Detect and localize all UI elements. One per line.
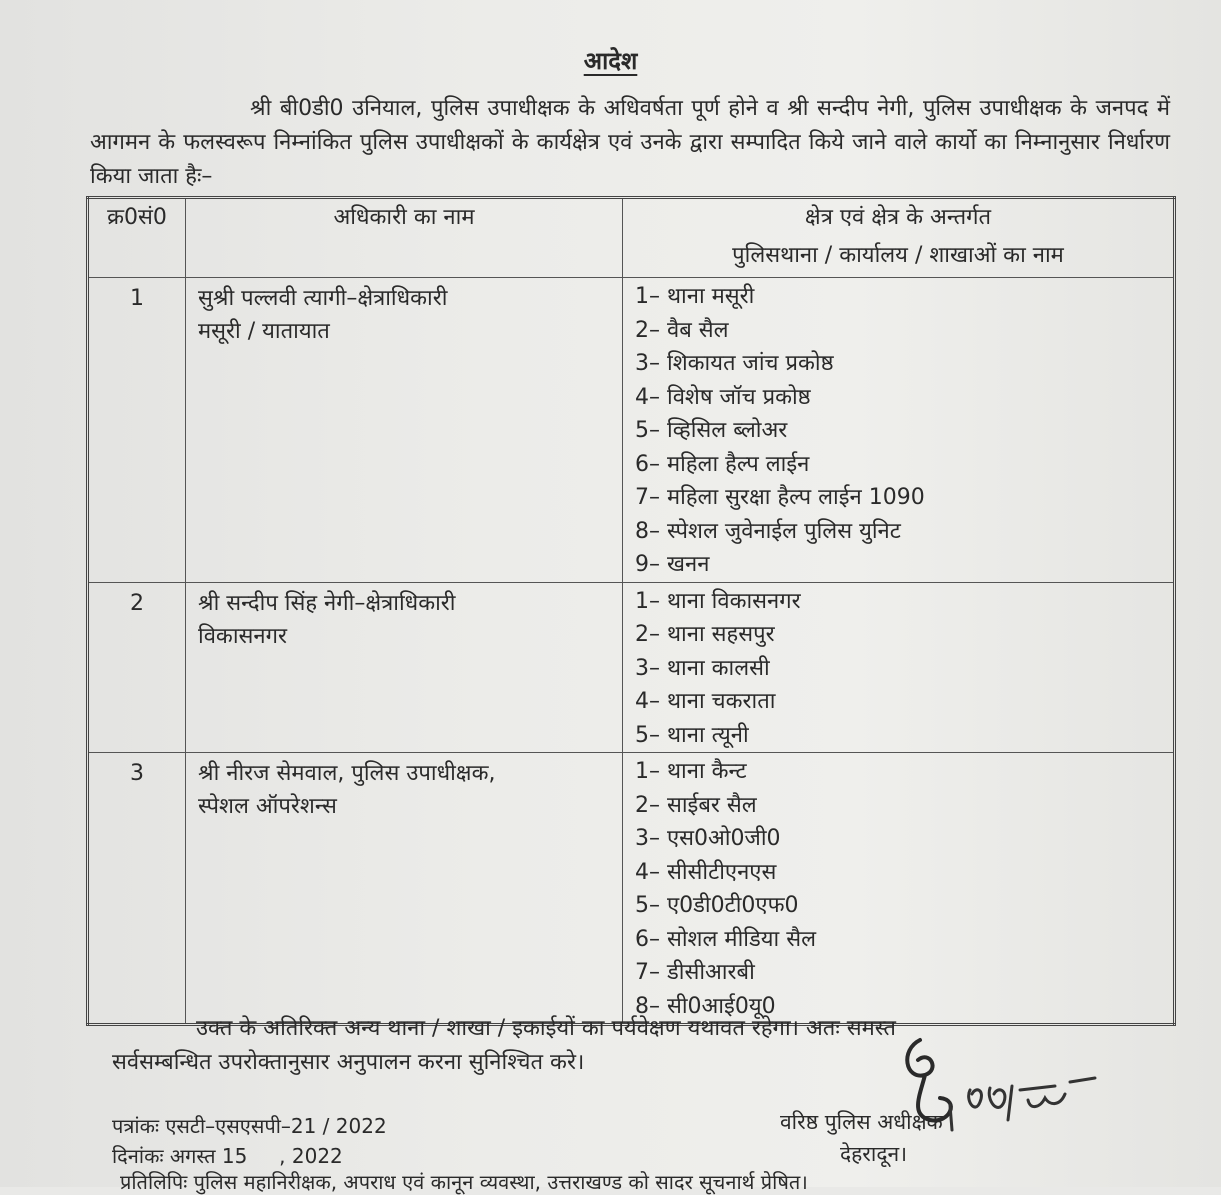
area-item: 3– एस0ओ0जी0 — [635, 826, 781, 851]
handwritten-signature — [880, 1020, 1140, 1140]
area-item: 5– व्हिसिल ब्लोअर — [635, 418, 788, 443]
row-serial: 1 — [88, 278, 186, 583]
row-officer: सुश्री पल्लवी त्यागी–क्षेत्राधिकारी मसूरी / यातायात — [186, 278, 623, 583]
header-officer: अधिकारी का नाम — [186, 198, 623, 278]
closing-paragraph: उक्त के अतिरिक्त अन्य थाना / शाखा / इकाईयों का पर्यवेक्षण यथावत रहेगा। अतः समस्त सर्वसम्बन्धित उपरोक्तानुसार अनुपालन करना सुनिश्चित करे। — [112, 1016, 896, 1075]
area-item: 2– थाना सहसपुर — [635, 622, 775, 647]
assignment-table — [86, 196, 1176, 1026]
area-item: 5– ए0डी0टी0एफ0 — [635, 893, 799, 918]
area-item: 6– सोशल मीडिया सैल — [635, 926, 816, 952]
order-date: दिनांकः अगस्त 15 , 2022 — [112, 1144, 343, 1168]
area-item: 2– वैब सैल — [635, 317, 729, 343]
table-row — [88, 278, 1175, 583]
header-area: क्षेत्र एवं क्षेत्र के अन्तर्गत पुलिसथाना / कार्यालय / शाखाओं का नाम — [623, 198, 1175, 278]
row-areas — [623, 278, 1175, 583]
area-item: 7– डीसीआरबी — [635, 960, 755, 985]
area-item: 8– सी0आई0यू0 — [635, 993, 776, 1019]
area-item: 4– सीसीटीएनएस — [635, 859, 777, 885]
table-row — [88, 753, 1175, 1025]
area-item: 1– थाना मसूरी — [635, 284, 755, 309]
table-header-row — [88, 198, 1175, 278]
signatory-block: वरिष्ठ पुलिस अधीक्षक देहरादून। — [780, 1110, 943, 1166]
row-officer: श्री नीरज सेमवाल, पुलिस उपाधीक्षक, स्पेशल ऑपरेशन्स — [186, 753, 623, 1025]
reference-number: पत्रांकः एसटी–एसएसपी–21 / 2022 — [112, 1114, 387, 1138]
table-row — [88, 582, 1175, 753]
area-item: 4– विशेष जॉच प्रकोष्ठ — [635, 384, 811, 410]
area-item: 7– महिला सुरक्षा हैल्प लाईन 1090 — [635, 485, 925, 510]
area-item: 1– थाना विकासनगर — [635, 588, 801, 614]
area-item: 3– थाना कालसी — [635, 655, 770, 681]
row-areas — [623, 582, 1175, 753]
intro-paragraph: श्री बी0डी0 उनियाल, पुलिस उपाधीक्षक के अधिवर्षता पूर्ण होने व श्री सन्दीप नेगी, पुलिस उपाधीक्षक के जनपद में आगमन के फलस्वरूप निम्नांकित पुलिस उपाधीक्षकों के कार्यक्षेत्र एवं उनके द्वारा सम्पादित किये जाने वाले कार्यो का निम्नानुसार निर्धारण किया जाता हैः– — [90, 96, 1170, 189]
row-serial: 2 — [88, 582, 186, 753]
area-item: 8– स्पेशल जुवेनाईल पुलिस युनिट — [635, 518, 901, 544]
area-item: 4– थाना चकराता — [635, 689, 776, 714]
area-item: 6– महिला हैल्प लाईन — [635, 451, 810, 477]
header-serial: क्र0सं0 — [88, 198, 186, 278]
area-item: 2– साईबर सैल — [635, 792, 757, 818]
row-areas — [623, 753, 1175, 1025]
copy-to-line: प्रतिलिपिः पुलिस महानिरीक्षक, अपराध एवं कानून व्यवस्था, उत्तराखण्ड को सादर सूचनार्थ प्रेषित। — [120, 1170, 808, 1194]
row-officer: श्री सन्दीप सिंह नेगी–क्षेत्राधिकारी विकासनगर — [186, 582, 623, 753]
row-serial: 3 — [88, 753, 186, 1025]
area-item: 1– थाना कैन्ट — [635, 759, 747, 784]
area-item: 3– शिकायत जांच प्रकोष्ठ — [635, 351, 834, 376]
area-item: 9– खनन — [635, 552, 710, 577]
area-item: 5– थाना त्यूनी — [635, 722, 749, 748]
order-title: आदेश — [583, 47, 638, 75]
